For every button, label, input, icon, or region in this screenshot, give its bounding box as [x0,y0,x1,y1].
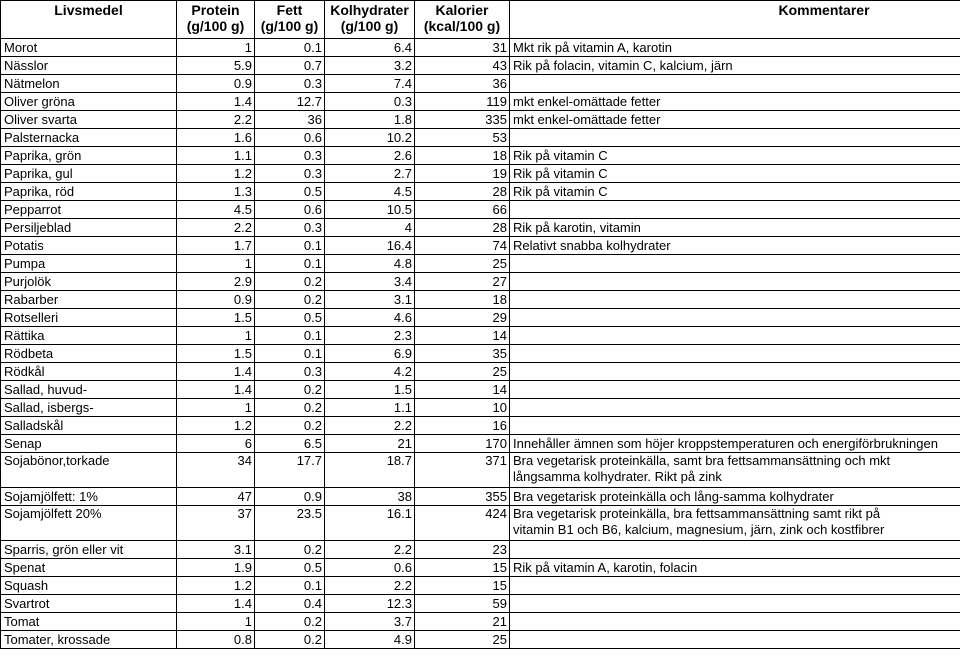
protein-cell[interactable]: 1.2 [177,165,255,183]
protein-cell[interactable]: 34 [177,453,255,488]
calorie-cell[interactable]: 15 [415,577,510,595]
calorie-cell[interactable]: 25 [415,255,510,273]
calorie-cell[interactable]: 74 [415,237,510,255]
food-name-cell[interactable]: Salladskål [1,417,177,435]
food-name-cell[interactable]: Paprika, röd [1,183,177,201]
comment-cell[interactable] [510,165,960,183]
carbohydrate-cell[interactable]: 7.4 [325,75,415,93]
comment-line: Rik på vitamin A, karotin, folacin [513,559,698,575]
carbohydrate-cell[interactable]: 2.2 [325,541,415,559]
food-name-cell[interactable]: Tomat [1,613,177,631]
food-name-cell[interactable]: Tomater, krossade [1,631,177,649]
table-row [1,165,960,183]
food-name-cell[interactable]: Rättika [1,327,177,345]
calorie-cell[interactable]: 25 [415,363,510,381]
header-kalorier[interactable]: Kalorier (kcal/100 g) [415,1,510,39]
comment-line: Rik på vitamin C [513,165,608,181]
calorie-cell[interactable]: 355 [415,488,510,506]
calorie-cell[interactable]: 53 [415,129,510,147]
comment-cell[interactable] [510,559,960,577]
protein-cell[interactable]: 1.9 [177,559,255,577]
carbohydrate-cell[interactable]: 10.5 [325,201,415,219]
food-name-cell[interactable]: Sojabönor,torkade [1,453,177,488]
protein-cell[interactable]: 47 [177,488,255,506]
carbohydrate-cell[interactable]: 6.9 [325,345,415,363]
calorie-cell[interactable]: 36 [415,75,510,93]
calorie-cell[interactable]: 14 [415,381,510,399]
protein-cell[interactable]: 1.2 [177,577,255,595]
carbohydrate-cell[interactable]: 2.2 [325,577,415,595]
fat-cell[interactable]: 0.2 [255,631,325,649]
comment-cell[interactable] [510,93,960,111]
food-name-cell[interactable]: Pepparrot [1,201,177,219]
comment-line: mkt enkel-omättade fetter [513,111,661,127]
carbohydrate-cell[interactable]: 4.5 [325,183,415,201]
comment-cell[interactable] [510,541,960,559]
fat-cell[interactable]: 0.3 [255,75,325,93]
comment-line: Bra vegetarisk proteinkälla, samt bra fettsammansättning och mkt [513,453,891,468]
food-name-cell[interactable]: Sallad, huvud- [1,381,177,399]
header-row [1,1,960,39]
table-row [1,363,960,381]
table-row [1,309,960,327]
carbohydrate-cell[interactable]: 3.2 [325,57,415,75]
fat-cell[interactable]: 0.2 [255,291,325,309]
protein-cell[interactable]: 2.9 [177,273,255,291]
fat-cell[interactable]: 17.7 [255,453,325,488]
protein-cell[interactable]: 1.3 [177,183,255,201]
protein-cell[interactable]: 0.9 [177,75,255,93]
calorie-cell[interactable]: 59 [415,595,510,613]
comment-cell[interactable] [510,39,960,57]
fat-cell[interactable]: 0.3 [255,363,325,381]
comment-line: Mkt rik på vitamin A, karotin [513,39,672,55]
carbohydrate-cell[interactable]: 0.6 [325,559,415,577]
food-name-cell[interactable]: Nässlor [1,57,177,75]
comment-cell[interactable] [510,309,960,327]
table-row [1,381,960,399]
protein-cell[interactable]: 1 [177,399,255,417]
comment-line: Relativt snabba kolhydrater [513,237,671,253]
food-name-cell[interactable]: Potatis [1,237,177,255]
carbohydrate-cell[interactable]: 16.1 [325,506,415,541]
carbohydrate-cell[interactable]: 4.8 [325,255,415,273]
food-name-cell[interactable]: Rödbeta [1,345,177,363]
calorie-cell[interactable]: 424 [415,506,510,541]
table-row [1,219,960,237]
table-row [1,345,960,363]
comment-cell[interactable] [510,219,960,237]
carbohydrate-cell[interactable]: 3.1 [325,291,415,309]
food-name-cell[interactable]: Persiljeblad [1,219,177,237]
comment-line: Rik på karotin, vitamin [513,219,641,235]
comment-line: Innehåller ämnen som höjer kroppstemperaturen och energiförbrukningen [513,435,938,451]
carbohydrate-cell[interactable]: 21 [325,435,415,453]
food-name-cell[interactable]: Oliver svarta [1,111,177,129]
comment-line: Bra vegetarisk proteinkälla, bra fettsammansättning samt rikt på [513,506,881,521]
protein-cell[interactable]: 1.2 [177,417,255,435]
carbohydrate-cell[interactable]: 3.4 [325,273,415,291]
calorie-cell[interactable]: 371 [415,453,510,488]
table-row [1,75,960,93]
header-livsmedel[interactable]: Livsmedel [1,1,177,39]
carbohydrate-cell[interactable]: 4 [325,219,415,237]
comment-cell[interactable] [510,417,960,435]
table-row [1,435,960,453]
table-row [1,111,960,129]
fat-cell[interactable]: 0.5 [255,183,325,201]
carbohydrate-cell[interactable]: 2.3 [325,327,415,345]
food-name-cell[interactable]: Rödkål [1,363,177,381]
protein-cell[interactable]: 1.4 [177,595,255,613]
protein-cell[interactable]: 1 [177,613,255,631]
food-name-cell[interactable]: Sparris, grön eller vit [1,541,177,559]
calorie-cell[interactable]: 21 [415,613,510,631]
food-name-cell[interactable]: Rabarber [1,291,177,309]
fat-cell[interactable]: 36 [255,111,325,129]
carbohydrate-cell[interactable]: 18.7 [325,453,415,488]
comment-cell[interactable] [510,631,960,649]
fat-cell[interactable]: 0.2 [255,541,325,559]
table-row [1,541,960,559]
protein-cell[interactable]: 0.8 [177,631,255,649]
comment-cell[interactable] [510,327,960,345]
table-row [1,453,960,488]
table-row [1,595,960,613]
protein-cell[interactable]: 1.4 [177,363,255,381]
carbohydrate-cell[interactable]: 0.3 [325,93,415,111]
fat-cell[interactable]: 0.2 [255,381,325,399]
protein-cell[interactable]: 2.2 [177,219,255,237]
food-name-cell[interactable]: Squash [1,577,177,595]
food-name-cell[interactable]: Rotselleri [1,309,177,327]
calorie-cell[interactable]: 15 [415,559,510,577]
calorie-cell[interactable]: 35 [415,345,510,363]
fat-cell[interactable]: 0.9 [255,488,325,506]
food-name-cell[interactable]: Sallad, isbergs- [1,399,177,417]
protein-cell[interactable]: 1 [177,255,255,273]
comment-cell[interactable] [510,57,960,75]
comment-cell[interactable] [510,577,960,595]
protein-cell[interactable]: 1.1 [177,147,255,165]
carbohydrate-cell[interactable]: 4.9 [325,631,415,649]
protein-cell[interactable]: 2.2 [177,111,255,129]
food-name-cell[interactable]: Pumpa [1,255,177,273]
fat-cell[interactable]: 0.2 [255,273,325,291]
comment-line: Bra vegetarisk proteinkälla och lång-samma kolhydrater [513,488,834,504]
protein-cell[interactable]: 3.1 [177,541,255,559]
calorie-cell[interactable]: 23 [415,541,510,559]
protein-cell[interactable]: 1.4 [177,381,255,399]
protein-cell[interactable]: 1.5 [177,345,255,363]
carbohydrate-cell[interactable]: 10.2 [325,129,415,147]
fat-cell[interactable]: 0.2 [255,417,325,435]
table-row [1,201,960,219]
calorie-cell[interactable]: 335 [415,111,510,129]
comment-cell[interactable] [510,273,960,291]
food-name-cell[interactable]: Paprika, gul [1,165,177,183]
comment-line: Rik på vitamin C [513,183,608,199]
calorie-cell[interactable]: 29 [415,309,510,327]
comment-line: mkt enkel-omättade fetter [513,93,661,109]
table-row [1,417,960,435]
table-row [1,183,960,201]
fat-cell[interactable]: 0.1 [255,237,325,255]
carbohydrate-cell[interactable]: 4.6 [325,309,415,327]
comment-line: vitamin B1 och B6, kalcium, magnesium, järn, zink och kostfibrer [513,522,885,537]
calorie-cell[interactable]: 14 [415,327,510,345]
table-row [1,39,960,57]
fat-cell[interactable]: 0.6 [255,129,325,147]
header-protein[interactable]: Protein (g/100 g) [177,1,255,39]
comment-cell[interactable] [510,595,960,613]
protein-cell[interactable]: 1.5 [177,309,255,327]
protein-cell[interactable]: 1.7 [177,237,255,255]
calorie-cell[interactable]: 16 [415,417,510,435]
fat-cell[interactable]: 0.2 [255,399,325,417]
carbohydrate-cell[interactable]: 3.7 [325,613,415,631]
table-row [1,129,960,147]
table-row [1,613,960,631]
calorie-cell[interactable]: 31 [415,39,510,57]
fat-cell[interactable]: 0.6 [255,201,325,219]
comment-cell[interactable] [510,183,960,201]
header-kolhydrater[interactable]: Kolhydrater (g/100 g) [325,1,415,39]
carbohydrate-cell[interactable]: 2.7 [325,165,415,183]
table-row [1,273,960,291]
comment-line: långsamma kolhydrater. Rikt på zink [513,469,722,484]
comment-cell[interactable] [510,291,960,309]
table-row [1,577,960,595]
food-name-cell[interactable]: Sojamjölfett: 1% [1,488,177,506]
table-row [1,559,960,577]
fat-cell[interactable]: 6.5 [255,435,325,453]
protein-cell[interactable]: 37 [177,506,255,541]
comment-cell[interactable] [510,613,960,631]
fat-cell[interactable]: 0.1 [255,327,325,345]
comment-cell[interactable] [510,75,960,93]
table-row [1,399,960,417]
fat-cell[interactable]: 0.7 [255,57,325,75]
table-row [1,631,960,649]
comment-line: Rik på folacin, vitamin C, kalcium, järn [513,57,733,73]
protein-cell[interactable]: 6 [177,435,255,453]
table-row [1,291,960,309]
comment-cell[interactable] [510,201,960,219]
calorie-cell[interactable]: 10 [415,399,510,417]
food-name-cell[interactable]: Paprika, grön [1,147,177,165]
calorie-cell[interactable]: 66 [415,201,510,219]
calorie-cell[interactable]: 18 [415,147,510,165]
food-name-cell[interactable]: Sojamjölfett 20% [1,506,177,541]
comment-cell[interactable] [510,453,960,488]
comment-cell[interactable] [510,506,960,541]
protein-cell[interactable]: 5.9 [177,57,255,75]
table-row [1,57,960,75]
carbohydrate-cell[interactable]: 4.2 [325,363,415,381]
fat-cell[interactable]: 0.1 [255,345,325,363]
comment-cell[interactable] [510,488,960,506]
fat-cell[interactable]: 0.3 [255,165,325,183]
calorie-cell[interactable]: 28 [415,219,510,237]
fat-cell[interactable]: 0.2 [255,613,325,631]
table-row [1,488,960,506]
carbohydrate-cell[interactable]: 1.5 [325,381,415,399]
table-row [1,506,960,541]
carbohydrate-cell[interactable]: 6.4 [325,39,415,57]
food-name-cell[interactable]: Svartrot [1,595,177,613]
calorie-cell[interactable]: 170 [415,435,510,453]
fat-cell[interactable]: 12.7 [255,93,325,111]
header-kommentarer[interactable]: Kommentarer [510,1,960,39]
calorie-cell[interactable]: 18 [415,291,510,309]
fat-cell[interactable]: 0.1 [255,255,325,273]
calorie-cell[interactable]: 25 [415,631,510,649]
carbohydrate-cell[interactable]: 16.4 [325,237,415,255]
calorie-cell[interactable]: 119 [415,93,510,111]
calorie-cell[interactable]: 27 [415,273,510,291]
carbohydrate-cell[interactable]: 38 [325,488,415,506]
calorie-cell[interactable]: 28 [415,183,510,201]
protein-cell[interactable]: 1.4 [177,93,255,111]
header-fett[interactable]: Fett (g/100 g) [255,1,325,39]
comment-cell[interactable] [510,147,960,165]
table-body [1,39,960,649]
food-name-cell[interactable]: Spenat [1,559,177,577]
carbohydrate-cell[interactable]: 2.2 [325,417,415,435]
food-name-cell[interactable]: Oliver gröna [1,93,177,111]
calorie-cell[interactable]: 19 [415,165,510,183]
table-row [1,327,960,345]
food-name-cell[interactable]: Morot [1,39,177,57]
fat-cell[interactable]: 0.1 [255,577,325,595]
table-row [1,237,960,255]
protein-cell[interactable]: 1 [177,327,255,345]
comment-cell[interactable] [510,255,960,273]
fat-cell[interactable]: 0.1 [255,39,325,57]
carbohydrate-cell[interactable]: 12.3 [325,595,415,613]
comment-cell[interactable] [510,435,960,453]
comment-cell[interactable] [510,345,960,363]
fat-cell[interactable]: 0.4 [255,595,325,613]
food-name-cell[interactable]: Senap [1,435,177,453]
table-row [1,255,960,273]
table-row [1,93,960,111]
comment-cell[interactable] [510,111,960,129]
fat-cell[interactable]: 0.5 [255,309,325,327]
protein-cell[interactable]: 1.6 [177,129,255,147]
fat-cell[interactable]: 0.5 [255,559,325,577]
comment-cell[interactable] [510,399,960,417]
comment-cell[interactable] [510,237,960,255]
fat-cell[interactable]: 23.5 [255,506,325,541]
comment-cell[interactable] [510,363,960,381]
food-name-cell[interactable]: Nätmelon [1,75,177,93]
calorie-cell[interactable]: 43 [415,57,510,75]
table-row [1,147,960,165]
carbohydrate-cell[interactable]: 1.1 [325,399,415,417]
comment-cell[interactable] [510,129,960,147]
protein-cell[interactable]: 4.5 [177,201,255,219]
fat-cell[interactable]: 0.3 [255,219,325,237]
comment-line: Rik på vitamin C [513,147,608,163]
food-name-cell[interactable]: Purjolök [1,273,177,291]
protein-cell[interactable]: 1 [177,39,255,57]
food-name-cell[interactable]: Palsternacka [1,129,177,147]
fat-cell[interactable]: 0.3 [255,147,325,165]
carbohydrate-cell[interactable]: 1.8 [325,111,415,129]
protein-cell[interactable]: 0.9 [177,291,255,309]
carbohydrate-cell[interactable]: 2.6 [325,147,415,165]
comment-cell[interactable] [510,381,960,399]
